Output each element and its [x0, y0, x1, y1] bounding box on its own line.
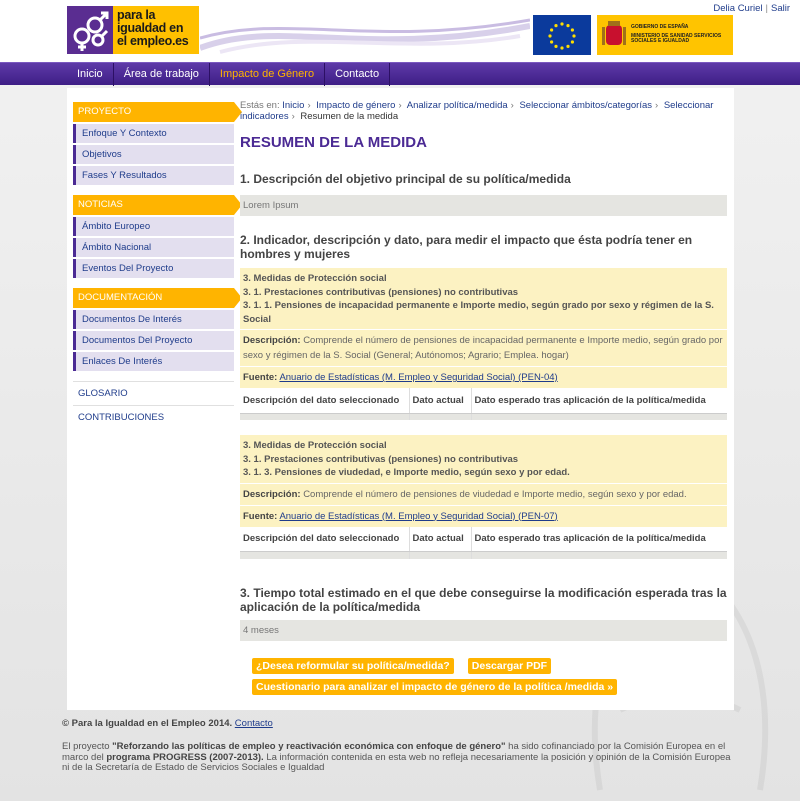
table-header-dato-actual: Dato actual [409, 527, 471, 552]
indicator-2-description [240, 483, 727, 505]
breadcrumb-lead: Estás en: [240, 100, 280, 111]
sidebar [73, 102, 234, 429]
table-header-descripcion: Descripción del dato seleccionado [240, 388, 409, 413]
content-panel [67, 88, 734, 710]
site-logo[interactable] [67, 6, 199, 54]
sidebar-item-fases-y-resultados[interactable]: Fases Y Resultados [73, 166, 234, 185]
breadcrumb-current: Resumen de la medida [300, 111, 399, 122]
eu-flag-icon [533, 15, 591, 55]
indicator-2-description-label: Descripción: [243, 488, 301, 500]
indicator-2-source [240, 505, 727, 527]
site-header [0, 0, 800, 62]
question-2-heading: 2. Indicador, descripción y dato, para medir el impacto que ésta podría tener en hombres y mujeres [240, 233, 693, 261]
indicator-2-source-label: Fuente: [243, 510, 278, 522]
breadcrumb: Estás en: Inicio › Impacto de género › Analizar política/medida › Seleccionar ámbitos/categorías › Seleccionar indicadores › Resumen de la medida [240, 100, 714, 122]
sidebar-item-documentos-del-proyecto[interactable]: Documentos Del Proyecto [73, 331, 234, 350]
coat-of-arms-icon [601, 19, 627, 51]
logo-text: para la igualdad en el empleo.es [113, 6, 199, 54]
header-decoration [200, 8, 530, 58]
user-links: Delia Curiel | Salir [713, 3, 790, 14]
sidebar-link-glosario[interactable]: GLOSARIO [73, 381, 234, 405]
nav-contacto[interactable]: Contacto [325, 63, 390, 86]
question-3-answer: 4 meses [240, 620, 727, 641]
footer-program-name: programa PROGRESS (2007-2013). [106, 751, 264, 763]
sidebar-item-enfoque-y-contexto[interactable]: Enfoque Y Contexto [73, 124, 234, 143]
gov-text-1: GOBIERNO DE ESPAÑA [631, 24, 689, 31]
nav-area-de-trabajo[interactable]: Área de trabajo [114, 63, 210, 86]
gov-text-2: MINISTERIO DE SANIDAD SERVICIOS SOCIALES E IGUALDAD [631, 32, 722, 45]
footer-text-3: La información contenida en esta web no refleja necesariamente la posición y opinión de la Comisión Europea ni de la Secretaría de Estado de Servicios Sociales e Igualdad [62, 751, 731, 773]
questionnaire-button[interactable]: Cuestionario para analizar el impacto de género de la política /medida » [252, 679, 617, 695]
indicator-2-name: 3. 1. 3. Pensiones de viudedad, e Importe medio, según sexo y por edad. [243, 467, 570, 478]
reformulate-button[interactable]: ¿Desea reformular su política/medida? [252, 658, 454, 674]
logout-link[interactable]: Salir [770, 3, 790, 14]
sidebar-item-documentos-de-interes[interactable]: Documentos De Interés [73, 310, 234, 329]
indicator-2-subcategory: 3. 1. Prestaciones contributivas (pensiones) no contributivas [243, 453, 519, 465]
footer-project-name: "Reforzando las políticas de empleo y reactivación económica con enfoque de género" [112, 741, 506, 752]
indicator-1-subcategory: 3. 1. Prestaciones contributivas (pensiones) no contributivas [243, 286, 519, 298]
indicator-1-name: 3. 1. 1. Pensiones de incapacidad permanente e Importe medio, según grado por sexo y régimen de la S. Social [243, 300, 714, 325]
sidebar-item-objetivos[interactable]: Objetivos [73, 145, 234, 164]
indicator-block-1 [240, 268, 727, 388]
footer-copyright-text: © Para la Igualdad en el Empleo 2014. [62, 718, 233, 729]
page-title: RESUMEN DE LA MEDIDA [240, 134, 427, 151]
indicator-2-description-text: Comprende el número de pensiones de viudedad e Importe medio, según sexo y por edad. [303, 488, 687, 500]
government-logo [597, 15, 733, 55]
indicator-1-data-table [240, 388, 727, 420]
indicator-1-source [240, 366, 727, 388]
sidebar-item-ambito-europeo[interactable]: Ámbito Europeo [73, 217, 234, 236]
table-header-dato-esperado: Dato esperado tras aplicación de la política/medida [471, 527, 727, 552]
nav-inicio[interactable]: Inicio [67, 63, 114, 86]
indicator-1-description-text: Comprende el número de pensiones de incapacidad permanente e Importe medio, según grado por sexo y régimen de la S. Social (General; Autónomos; Agrario; Emplea. hogar) [243, 335, 723, 361]
indicator-2-data-table [240, 527, 727, 559]
indicator-2-source-link[interactable]: Anuario de Estadísticas (M. Empleo y Seguridad Social) (PEN-07) [279, 510, 558, 522]
breadcrumb-link-impacto-de-genero[interactable]: Impacto de género [316, 100, 396, 111]
question-1-answer: Lorem Ipsum [240, 195, 727, 216]
breadcrumb-link-seleccionar-indicadores[interactable]: Seleccionar indicadores [240, 100, 714, 122]
breadcrumb-link-analizar-politica[interactable]: Analizar política/medida [406, 100, 508, 111]
indicator-1-source-link[interactable]: Anuario de Estadísticas (M. Empleo y Seguridad Social) (PEN-04) [279, 372, 558, 383]
sidebar-link-contribuciones[interactable]: CONTRIBUCIONES [73, 405, 234, 429]
sidebar-section-documentacion[interactable]: DOCUMENTACIÓN [73, 288, 234, 308]
indicator-block-2 [240, 435, 727, 527]
breadcrumb-link-seleccionar-ambitos[interactable]: Seleccionar ámbitos/categorías [519, 100, 652, 111]
footer-text-2: ha sido cofinanciado por la Comisión Europea en el marco del [62, 741, 726, 763]
table-header-descripcion: Descripción del dato seleccionado [240, 527, 409, 552]
user-name-link[interactable]: Delia Curiel [713, 3, 763, 14]
table-header-dato-actual: Dato actual [409, 388, 471, 413]
footer-copyright [62, 718, 732, 729]
download-pdf-button[interactable]: Descargar PDF [468, 658, 551, 674]
sidebar-section-noticias[interactable]: NOTICIAS [73, 195, 234, 215]
nav-impacto-de-genero[interactable]: Impacto de Género [210, 63, 325, 86]
indicator-2-category: 3. Medidas de Protección social [243, 440, 387, 451]
sidebar-item-enlaces-de-interes[interactable]: Enlaces De Interés [73, 352, 234, 371]
footer-text-1: El proyecto [62, 741, 113, 752]
footer-disclaimer [62, 742, 732, 774]
indicator-1-description [240, 329, 727, 366]
sidebar-item-ambito-nacional[interactable]: Ámbito Nacional [73, 238, 234, 257]
table-header-dato-esperado: Dato esperado tras aplicación de la política/medida [471, 388, 727, 413]
sidebar-item-eventos-del-proyecto[interactable]: Eventos Del Proyecto [73, 259, 234, 278]
indicator-1-description-label: Descripción: [243, 335, 301, 346]
sidebar-section-proyecto[interactable]: PROYECTO [73, 102, 234, 122]
main-navigation [0, 62, 800, 85]
gender-symbols-icon [67, 6, 113, 54]
breadcrumb-link-inicio[interactable]: Inicio [282, 100, 305, 111]
question-1-heading: 1. Descripción del objetivo principal de su política/medida [240, 172, 571, 186]
indicator-1-source-label: Fuente: [243, 372, 278, 383]
indicator-1-category: 3. Medidas de Protección social [243, 273, 387, 284]
footer-contact-link[interactable]: Contacto [234, 718, 273, 729]
main-content [240, 100, 727, 695]
question-3-heading: 3. Tiempo total estimado en el que debe conseguirse la modificación esperada tras la aplicación de la política/medida [240, 585, 727, 614]
